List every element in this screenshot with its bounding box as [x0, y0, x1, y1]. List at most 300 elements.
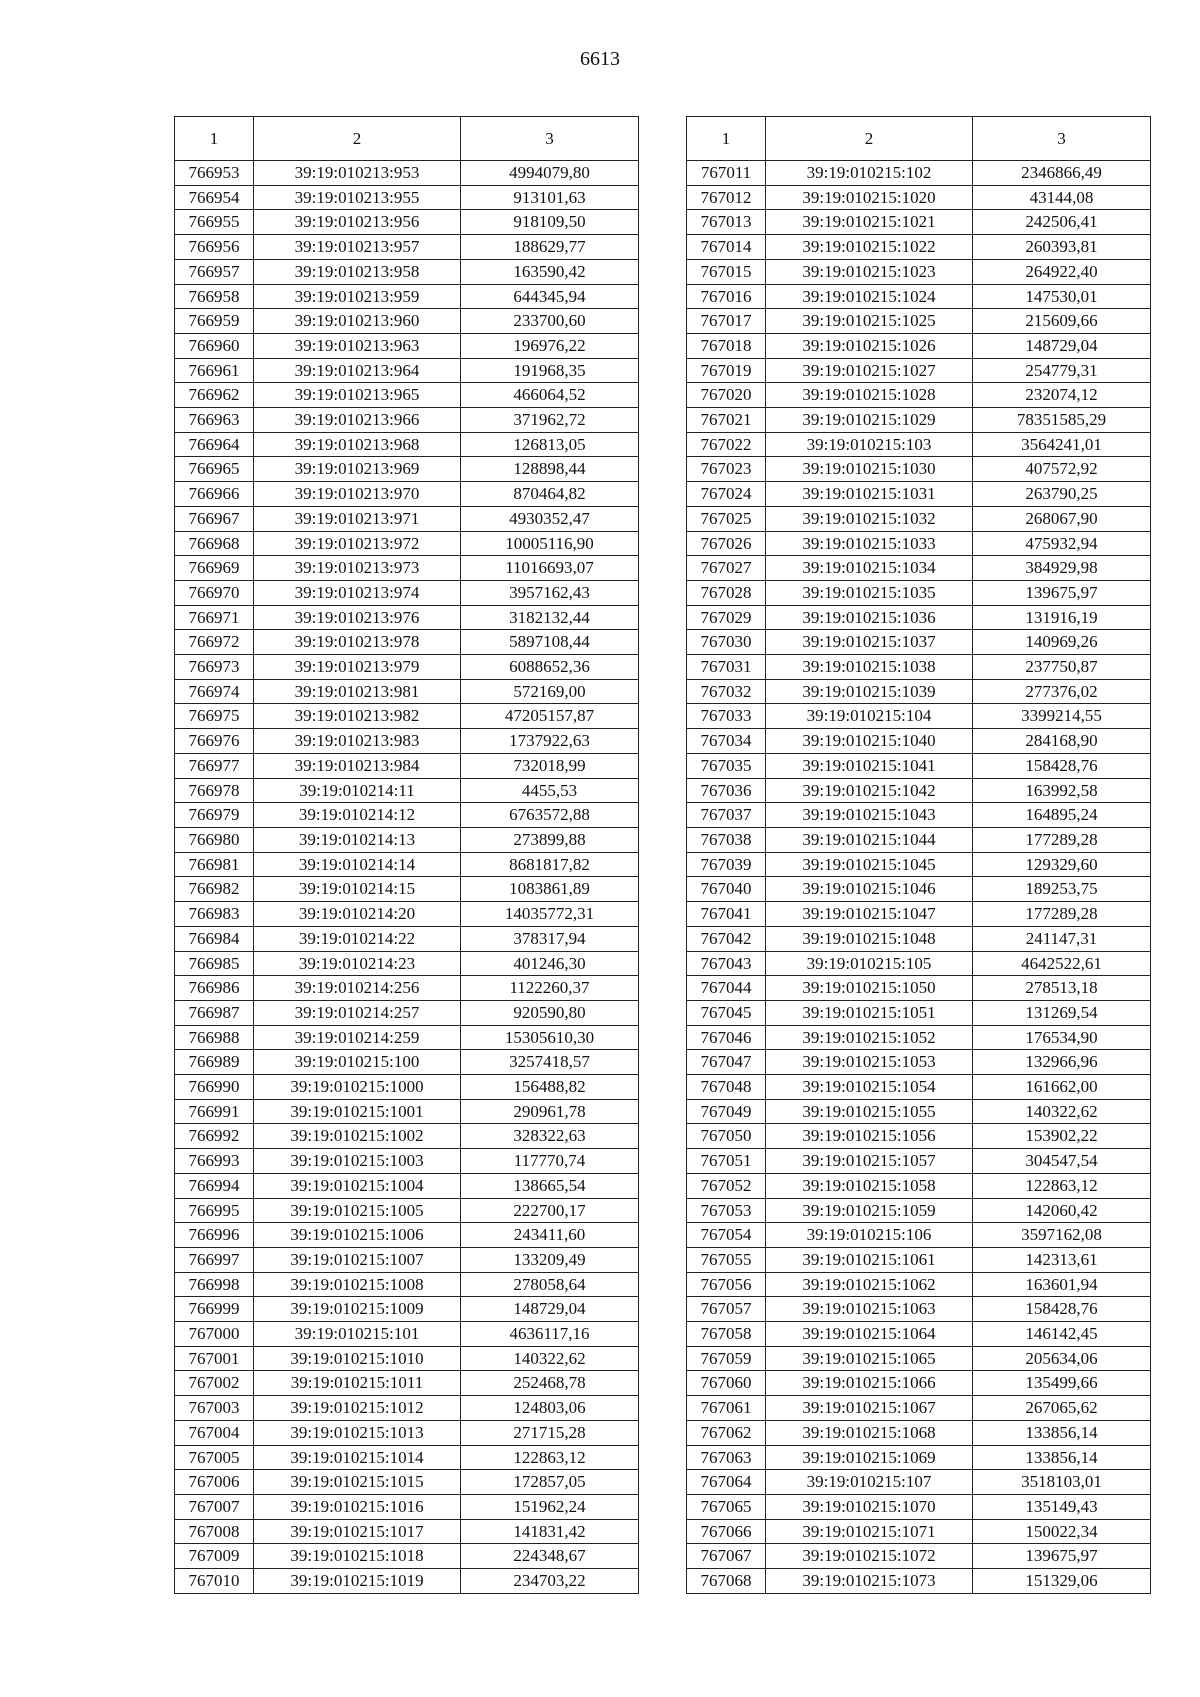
table-row — [175, 1124, 639, 1149]
table-row — [175, 729, 639, 754]
cadastral-number-cell: 39:19:010213:979 — [254, 655, 461, 680]
value-cell: 254779,31 — [973, 358, 1151, 383]
row-number-cell: 767041 — [687, 902, 766, 927]
value-cell: 158428,76 — [973, 753, 1151, 778]
row-number-cell: 766983 — [175, 902, 254, 927]
value-cell: 4994079,80 — [461, 161, 639, 186]
row-number-cell: 767026 — [687, 531, 766, 556]
cadastral-number-cell: 39:19:010215:1024 — [766, 284, 973, 309]
cadastral-number-cell: 39:19:010215:1058 — [766, 1173, 973, 1198]
cadastral-number-cell: 39:19:010213:960 — [254, 309, 461, 334]
row-number-cell: 767014 — [687, 235, 766, 260]
cadastral-number-cell: 39:19:010215:1014 — [254, 1445, 461, 1470]
value-cell: 241147,31 — [973, 926, 1151, 951]
row-number-cell: 767055 — [687, 1247, 766, 1272]
value-cell: 8681817,82 — [461, 852, 639, 877]
value-cell: 243411,60 — [461, 1223, 639, 1248]
row-number-cell: 766980 — [175, 827, 254, 852]
value-cell: 153902,22 — [973, 1124, 1151, 1149]
cadastral-number-cell: 39:19:010213:968 — [254, 432, 461, 457]
cadastral-number-cell: 39:19:010213:976 — [254, 605, 461, 630]
cadastral-number-cell: 39:19:010215:1063 — [766, 1297, 973, 1322]
table-row — [687, 210, 1151, 235]
cadastral-number-cell: 39:19:010215:1016 — [254, 1494, 461, 1519]
value-cell: 161662,00 — [973, 1075, 1151, 1100]
table-row — [687, 1000, 1151, 1025]
table-row — [687, 235, 1151, 260]
row-number-cell: 766965 — [175, 457, 254, 482]
value-cell: 150022,34 — [973, 1519, 1151, 1544]
row-number-cell: 767040 — [687, 877, 766, 902]
table-row — [687, 1198, 1151, 1223]
row-number-cell: 767022 — [687, 432, 766, 457]
row-number-cell: 766959 — [175, 309, 254, 334]
table-row — [175, 482, 639, 507]
row-number-cell: 767062 — [687, 1420, 766, 1445]
value-cell: 176534,90 — [973, 1025, 1151, 1050]
value-cell: 10005116,90 — [461, 531, 639, 556]
table-row — [687, 1173, 1151, 1198]
value-cell: 147530,01 — [973, 284, 1151, 309]
cadastral-number-cell: 39:19:010215:1032 — [766, 506, 973, 531]
cadastral-number-cell: 39:19:010215:1013 — [254, 1420, 461, 1445]
column-header: 2 — [766, 117, 973, 161]
cadastral-number-cell: 39:19:010215:1039 — [766, 679, 973, 704]
row-number-cell: 766954 — [175, 185, 254, 210]
value-cell: 4642522,61 — [973, 951, 1151, 976]
value-cell: 164895,24 — [973, 803, 1151, 828]
value-cell: 163601,94 — [973, 1272, 1151, 1297]
value-cell: 3957162,43 — [461, 580, 639, 605]
row-number-cell: 766956 — [175, 235, 254, 260]
table-row — [175, 852, 639, 877]
table-row — [175, 1297, 639, 1322]
cadastral-number-cell: 39:19:010215:1061 — [766, 1247, 973, 1272]
row-number-cell: 767025 — [687, 506, 766, 531]
value-cell: 142060,42 — [973, 1198, 1151, 1223]
table-row — [175, 951, 639, 976]
cadastral-number-cell: 39:19:010215:1065 — [766, 1346, 973, 1371]
value-cell: 117770,74 — [461, 1149, 639, 1174]
cadastral-number-cell: 39:19:010215:1040 — [766, 729, 973, 754]
table-row — [175, 1569, 639, 1594]
value-cell: 1122260,37 — [461, 976, 639, 1001]
table-row — [687, 1346, 1151, 1371]
table-row — [175, 1149, 639, 1174]
row-number-cell: 767043 — [687, 951, 766, 976]
cadastral-number-cell: 39:19:010215:1056 — [766, 1124, 973, 1149]
table-row — [175, 185, 639, 210]
cadastral-number-cell: 39:19:010215:1011 — [254, 1371, 461, 1396]
row-number-cell: 767052 — [687, 1173, 766, 1198]
cadastral-number-cell: 39:19:010215:1010 — [254, 1346, 461, 1371]
value-cell: 146142,45 — [973, 1322, 1151, 1347]
cadastral-number-cell: 39:19:010215:1051 — [766, 1000, 973, 1025]
table-row — [687, 259, 1151, 284]
cadastral-number-cell: 39:19:010215:1007 — [254, 1247, 461, 1272]
table-row — [175, 1272, 639, 1297]
value-cell: 242506,41 — [973, 210, 1151, 235]
table-row — [175, 679, 639, 704]
row-number-cell: 766986 — [175, 976, 254, 1001]
table-row — [175, 580, 639, 605]
value-cell: 43144,08 — [973, 185, 1151, 210]
column-header: 2 — [254, 117, 461, 161]
cadastral-number-cell: 39:19:010215:1070 — [766, 1494, 973, 1519]
table-row — [175, 1420, 639, 1445]
table-row — [175, 902, 639, 927]
cadastral-number-cell: 39:19:010215:1006 — [254, 1223, 461, 1248]
table-row — [175, 432, 639, 457]
table-body-right — [687, 161, 1151, 1594]
row-number-cell: 767054 — [687, 1223, 766, 1248]
cadastral-number-cell: 39:19:010215:1029 — [766, 408, 973, 433]
table-row — [175, 284, 639, 309]
table-row — [175, 309, 639, 334]
table-row — [175, 827, 639, 852]
row-number-cell: 767004 — [175, 1420, 254, 1445]
value-cell: 232074,12 — [973, 383, 1151, 408]
cadastral-number-cell: 39:19:010214:256 — [254, 976, 461, 1001]
cadastral-number-cell: 39:19:010213:984 — [254, 753, 461, 778]
row-number-cell: 766973 — [175, 655, 254, 680]
row-number-cell: 767060 — [687, 1371, 766, 1396]
row-number-cell: 767005 — [175, 1445, 254, 1470]
row-number-cell: 766972 — [175, 630, 254, 655]
cadastral-number-cell: 39:19:010215:100 — [254, 1050, 461, 1075]
row-number-cell: 766960 — [175, 333, 254, 358]
cadastral-number-cell: 39:19:010213:956 — [254, 210, 461, 235]
table-row — [175, 605, 639, 630]
row-number-cell: 766993 — [175, 1149, 254, 1174]
value-cell: 188629,77 — [461, 235, 639, 260]
table-row — [175, 1173, 639, 1198]
value-cell: 1083861,89 — [461, 877, 639, 902]
cadastral-number-cell: 39:19:010215:1054 — [766, 1075, 973, 1100]
row-number-cell: 767058 — [687, 1322, 766, 1347]
table-row — [175, 235, 639, 260]
row-number-cell: 766963 — [175, 408, 254, 433]
value-cell: 4636117,16 — [461, 1322, 639, 1347]
row-number-cell: 766964 — [175, 432, 254, 457]
table-row — [175, 778, 639, 803]
value-cell: 278513,18 — [973, 976, 1151, 1001]
cadastral-number-cell: 39:19:010215:1068 — [766, 1420, 973, 1445]
cadastral-number-cell: 39:19:010215:1069 — [766, 1445, 973, 1470]
cadastral-number-cell: 39:19:010215:1022 — [766, 235, 973, 260]
row-number-cell: 766962 — [175, 383, 254, 408]
table-row — [687, 284, 1151, 309]
row-number-cell: 767066 — [687, 1519, 766, 1544]
row-number-cell: 767059 — [687, 1346, 766, 1371]
table-row — [175, 1544, 639, 1569]
table-row — [175, 1000, 639, 1025]
row-number-cell: 766996 — [175, 1223, 254, 1248]
cadastral-number-cell: 39:19:010215:1018 — [254, 1544, 461, 1569]
row-number-cell: 767045 — [687, 1000, 766, 1025]
cadastral-number-cell: 39:19:010215:1003 — [254, 1149, 461, 1174]
row-number-cell: 767006 — [175, 1470, 254, 1495]
row-number-cell: 767038 — [687, 827, 766, 852]
value-cell: 3518103,01 — [973, 1470, 1151, 1495]
value-cell: 284168,90 — [973, 729, 1151, 754]
cadastral-number-cell: 39:19:010215:1048 — [766, 926, 973, 951]
value-cell: 378317,94 — [461, 926, 639, 951]
value-cell: 128898,44 — [461, 457, 639, 482]
cadastral-number-cell: 39:19:010214:12 — [254, 803, 461, 828]
table-row — [175, 1050, 639, 1075]
table-row — [687, 1099, 1151, 1124]
value-cell: 158428,76 — [973, 1297, 1151, 1322]
cadastral-number-cell: 39:19:010214:15 — [254, 877, 461, 902]
row-number-cell: 766957 — [175, 259, 254, 284]
value-cell: 273899,88 — [461, 827, 639, 852]
value-cell: 4930352,47 — [461, 506, 639, 531]
table-row — [687, 556, 1151, 581]
cadastral-number-cell: 39:19:010214:257 — [254, 1000, 461, 1025]
cadastral-number-cell: 39:19:010215:101 — [254, 1322, 461, 1347]
table-row — [687, 1223, 1151, 1248]
cadastral-number-cell: 39:19:010214:14 — [254, 852, 461, 877]
value-cell: 139675,97 — [973, 1544, 1151, 1569]
cadastral-number-cell: 39:19:010213:963 — [254, 333, 461, 358]
cadastral-number-cell: 39:19:010215:1020 — [766, 185, 973, 210]
row-number-cell: 767027 — [687, 556, 766, 581]
cadastral-number-cell: 39:19:010215:1035 — [766, 580, 973, 605]
value-cell: 407572,92 — [973, 457, 1151, 482]
cadastral-number-cell: 39:19:010215:1053 — [766, 1050, 973, 1075]
row-number-cell: 766987 — [175, 1000, 254, 1025]
value-cell: 3182132,44 — [461, 605, 639, 630]
row-number-cell: 767001 — [175, 1346, 254, 1371]
table-row — [175, 358, 639, 383]
cadastral-number-cell: 39:19:010215:103 — [766, 432, 973, 457]
value-cell: 913101,63 — [461, 185, 639, 210]
value-cell: 122863,12 — [973, 1173, 1151, 1198]
row-number-cell: 767009 — [175, 1544, 254, 1569]
cadastral-number-cell: 39:19:010215:1030 — [766, 457, 973, 482]
cadastral-number-cell: 39:19:010215:1021 — [766, 210, 973, 235]
value-cell: 918109,50 — [461, 210, 639, 235]
value-cell: 371962,72 — [461, 408, 639, 433]
value-cell: 920590,80 — [461, 1000, 639, 1025]
table-row — [687, 753, 1151, 778]
cadastral-number-cell: 39:19:010215:1042 — [766, 778, 973, 803]
value-cell: 304547,54 — [973, 1149, 1151, 1174]
table-row — [687, 1396, 1151, 1421]
row-number-cell: 767047 — [687, 1050, 766, 1075]
cadastral-number-cell: 39:19:010215:1045 — [766, 852, 973, 877]
table-row — [687, 1420, 1151, 1445]
row-number-cell: 767048 — [687, 1075, 766, 1100]
row-number-cell: 766955 — [175, 210, 254, 235]
cadastral-number-cell: 39:19:010215:1057 — [766, 1149, 973, 1174]
table-row — [687, 358, 1151, 383]
table-row — [175, 803, 639, 828]
row-number-cell: 766991 — [175, 1099, 254, 1124]
cadastral-number-cell: 39:19:010215:1037 — [766, 630, 973, 655]
cadastral-number-cell: 39:19:010213:973 — [254, 556, 461, 581]
cadastral-number-cell: 39:19:010215:1043 — [766, 803, 973, 828]
value-cell: 268067,90 — [973, 506, 1151, 531]
value-cell: 290961,78 — [461, 1099, 639, 1124]
row-number-cell: 766982 — [175, 877, 254, 902]
row-number-cell: 767049 — [687, 1099, 766, 1124]
table-row — [687, 1272, 1151, 1297]
table-row — [687, 877, 1151, 902]
cadastral-number-cell: 39:19:010215:1067 — [766, 1396, 973, 1421]
cadastral-number-cell: 39:19:010214:259 — [254, 1025, 461, 1050]
cadastral-number-cell: 39:19:010213:972 — [254, 531, 461, 556]
value-cell: 6763572,88 — [461, 803, 639, 828]
value-cell: 11016693,07 — [461, 556, 639, 581]
cadastral-number-cell: 39:19:010215:1046 — [766, 877, 973, 902]
row-number-cell: 766981 — [175, 852, 254, 877]
table-row — [175, 1396, 639, 1421]
row-number-cell: 767024 — [687, 482, 766, 507]
row-number-cell: 767051 — [687, 1149, 766, 1174]
cadastral-number-cell: 39:19:010215:1036 — [766, 605, 973, 630]
value-cell: 328322,63 — [461, 1124, 639, 1149]
value-cell: 644345,94 — [461, 284, 639, 309]
row-number-cell: 767019 — [687, 358, 766, 383]
value-cell: 278058,64 — [461, 1272, 639, 1297]
row-number-cell: 766953 — [175, 161, 254, 186]
row-number-cell: 766958 — [175, 284, 254, 309]
value-cell: 172857,05 — [461, 1470, 639, 1495]
value-cell: 205634,06 — [973, 1346, 1151, 1371]
value-cell: 140322,62 — [461, 1346, 639, 1371]
row-number-cell: 767023 — [687, 457, 766, 482]
table-row — [687, 1494, 1151, 1519]
row-number-cell: 767002 — [175, 1371, 254, 1396]
value-cell: 260393,81 — [973, 235, 1151, 260]
cadastral-number-cell: 39:19:010215:1073 — [766, 1569, 973, 1594]
table-row — [175, 1198, 639, 1223]
table-row — [175, 556, 639, 581]
row-number-cell: 766998 — [175, 1272, 254, 1297]
value-cell: 466064,52 — [461, 383, 639, 408]
row-number-cell: 767050 — [687, 1124, 766, 1149]
table-row — [175, 259, 639, 284]
cadastral-number-cell: 39:19:010215:1019 — [254, 1569, 461, 1594]
row-number-cell: 766961 — [175, 358, 254, 383]
table-row — [687, 729, 1151, 754]
value-cell: 163590,42 — [461, 259, 639, 284]
table-row — [687, 1519, 1151, 1544]
table-row — [687, 432, 1151, 457]
cadastral-number-cell: 39:19:010215:1059 — [766, 1198, 973, 1223]
value-cell: 135499,66 — [973, 1371, 1151, 1396]
cadastral-number-cell: 39:19:010215:1064 — [766, 1322, 973, 1347]
value-cell: 572169,00 — [461, 679, 639, 704]
value-cell: 3399214,55 — [973, 704, 1151, 729]
row-number-cell: 766971 — [175, 605, 254, 630]
table-row — [175, 704, 639, 729]
value-cell: 4455,53 — [461, 778, 639, 803]
cadastral-number-cell: 39:19:010215:1005 — [254, 1198, 461, 1223]
row-number-cell: 766968 — [175, 531, 254, 556]
table-row — [175, 531, 639, 556]
table-row — [175, 1445, 639, 1470]
cadastral-number-cell: 39:19:010215:1023 — [766, 259, 973, 284]
table-row — [687, 1445, 1151, 1470]
cadastral-number-cell: 39:19:010214:11 — [254, 778, 461, 803]
row-number-cell: 767064 — [687, 1470, 766, 1495]
row-number-cell: 766967 — [175, 506, 254, 531]
value-cell: 6088652,36 — [461, 655, 639, 680]
value-cell: 47205157,87 — [461, 704, 639, 729]
table-row — [175, 1371, 639, 1396]
table-row — [175, 1519, 639, 1544]
row-number-cell: 767008 — [175, 1519, 254, 1544]
table-row — [687, 926, 1151, 951]
cadastral-number-cell: 39:19:010215:1052 — [766, 1025, 973, 1050]
row-number-cell: 767021 — [687, 408, 766, 433]
value-cell: 163992,58 — [973, 778, 1151, 803]
row-number-cell: 766997 — [175, 1247, 254, 1272]
value-cell: 140969,26 — [973, 630, 1151, 655]
cadastral-number-cell: 39:19:010213:959 — [254, 284, 461, 309]
table-row — [687, 506, 1151, 531]
table-row — [175, 753, 639, 778]
value-cell: 870464,82 — [461, 482, 639, 507]
row-number-cell: 767012 — [687, 185, 766, 210]
value-cell: 148729,04 — [973, 333, 1151, 358]
cadastral-number-cell: 39:19:010214:22 — [254, 926, 461, 951]
cadastral-number-cell: 39:19:010215:1012 — [254, 1396, 461, 1421]
row-number-cell: 767031 — [687, 655, 766, 680]
table-row — [687, 309, 1151, 334]
value-cell: 252468,78 — [461, 1371, 639, 1396]
value-cell: 133856,14 — [973, 1445, 1151, 1470]
row-number-cell: 767046 — [687, 1025, 766, 1050]
table-row — [687, 531, 1151, 556]
table-row — [175, 877, 639, 902]
table-row — [175, 926, 639, 951]
row-number-cell: 767067 — [687, 1544, 766, 1569]
cadastral-number-cell: 39:19:010215:1062 — [766, 1272, 973, 1297]
row-number-cell: 767017 — [687, 309, 766, 334]
value-cell: 237750,87 — [973, 655, 1151, 680]
value-cell: 133209,49 — [461, 1247, 639, 1272]
value-cell: 142313,61 — [973, 1247, 1151, 1272]
table-row — [687, 1149, 1151, 1174]
row-number-cell: 767028 — [687, 580, 766, 605]
cadastral-number-cell: 39:19:010215:1066 — [766, 1371, 973, 1396]
cadastral-number-cell: 39:19:010213:978 — [254, 630, 461, 655]
row-number-cell: 767007 — [175, 1494, 254, 1519]
table-row — [687, 605, 1151, 630]
value-cell: 384929,98 — [973, 556, 1151, 581]
value-cell: 196976,22 — [461, 333, 639, 358]
value-cell: 233700,60 — [461, 309, 639, 334]
table-row — [687, 803, 1151, 828]
row-number-cell: 766990 — [175, 1075, 254, 1100]
value-cell: 263790,25 — [973, 482, 1151, 507]
row-number-cell: 767010 — [175, 1569, 254, 1594]
cadastral-number-cell: 39:19:010213:953 — [254, 161, 461, 186]
table-row — [175, 506, 639, 531]
cadastral-number-cell: 39:19:010215:1047 — [766, 902, 973, 927]
row-number-cell: 766999 — [175, 1297, 254, 1322]
cadastral-number-cell: 39:19:010215:1044 — [766, 827, 973, 852]
cadastral-number-cell: 39:19:010213:971 — [254, 506, 461, 531]
table-row — [175, 210, 639, 235]
table-row — [687, 333, 1151, 358]
row-number-cell: 767035 — [687, 753, 766, 778]
table-row — [175, 976, 639, 1001]
